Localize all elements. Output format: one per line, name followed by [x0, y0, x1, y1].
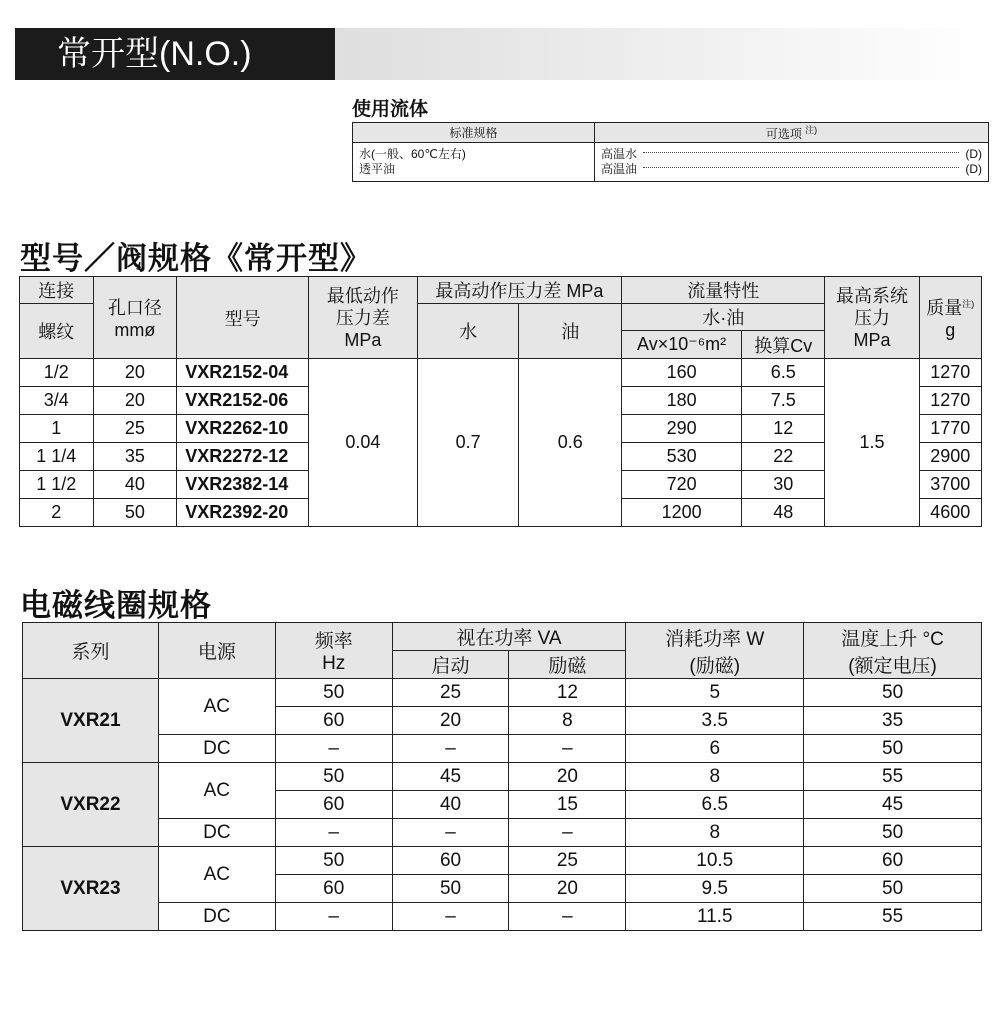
coil-cell-watt: 3.5	[626, 707, 804, 735]
spec-header-min-line2: 压力差	[335, 307, 390, 328]
fluid-section-title: 使用流体	[352, 99, 429, 120]
coil-cell-watt: 6.5	[626, 791, 804, 819]
spec-header-max-pressure: 最高动作压力差 MPa	[417, 277, 621, 304]
coil-header-series: 系列	[23, 623, 159, 679]
spec-cell-port: 2	[20, 499, 94, 527]
spec-header-mass	[919, 277, 981, 359]
fluid-standard-cell	[353, 143, 595, 182]
spec-header-mass-line2: g	[945, 320, 956, 340]
coil-header-consumption	[626, 623, 804, 679]
spec-cell-orifice: 20	[93, 359, 177, 387]
spec-header-system-pressure	[825, 277, 919, 359]
coil-header-inrush: 启动	[392, 651, 509, 679]
spec-header-orifice-line2: mmø	[114, 320, 156, 340]
spec-cell-mass: 3700	[919, 471, 981, 499]
coil-cell-watt: 5	[626, 679, 804, 707]
spec-cell-mass: 4600	[919, 499, 981, 527]
coil-cell-series: VXR22	[23, 763, 159, 847]
coil-header-temperature	[804, 623, 982, 679]
coil-header-freq-line1: 频率	[314, 631, 353, 652]
coil-header-power: 电源	[158, 623, 275, 679]
fluid-option-line	[601, 162, 982, 177]
fluid-table	[352, 122, 989, 182]
coil-header-holding: 励磁	[509, 651, 626, 679]
leader-dots	[643, 152, 959, 153]
coil-table	[22, 622, 982, 931]
spec-header-water: 水	[417, 304, 519, 359]
coil-cell-frequency: 60	[275, 791, 392, 819]
spec-cell-orifice: 25	[93, 415, 177, 443]
coil-cell-frequency: –	[275, 735, 392, 763]
coil-cell-temp: 50	[804, 819, 982, 847]
spec-table	[19, 276, 982, 527]
spec-cell-av: 1200	[622, 499, 742, 527]
coil-cell-watt: 6	[626, 735, 804, 763]
spec-cell-cv: 7.5	[742, 387, 825, 415]
spec-cell-model: VXR2262-10	[177, 415, 309, 443]
spec-cell-max-water: 0.7	[417, 359, 519, 527]
spec-header-mass-label: 质量	[926, 298, 963, 318]
spec-cell-orifice: 35	[93, 443, 177, 471]
spec-cell-max-oil: 0.6	[519, 359, 622, 527]
coil-header-temp-line2: (额定电压)	[848, 655, 937, 677]
spec-cell-min-pressure: 0.04	[308, 359, 417, 527]
spec-cell-model: VXR2272-12	[177, 443, 309, 471]
coil-cell-frequency: 50	[275, 763, 392, 791]
coil-cell-temp: 55	[804, 903, 982, 931]
fluid-option-label: 高温水	[601, 147, 638, 161]
spec-header-orifice-line1: 孔口径	[107, 298, 162, 318]
spec-cell-orifice: 50	[93, 499, 177, 527]
spec-header-port-1: 连接	[20, 277, 94, 304]
spec-cell-model: VXR2152-06	[177, 387, 309, 415]
spec-header-mass-note: 注)	[962, 299, 975, 309]
spec-cell-model: VXR2382-14	[177, 471, 309, 499]
coil-cell-holding: 25	[509, 847, 626, 875]
coil-cell-inrush: –	[392, 735, 509, 763]
coil-header-consume-line2: (励磁)	[689, 655, 741, 677]
spec-cell-model: VXR2152-04	[177, 359, 309, 387]
spec-cell-cv: 48	[742, 499, 825, 527]
coil-header-freq-line2: Hz	[322, 653, 346, 674]
spec-cell-cv: 30	[742, 471, 825, 499]
coil-cell-temp: 50	[804, 679, 982, 707]
fluid-standard-line: 水(一般、60℃左右)	[359, 147, 466, 161]
spec-header-flow: 流量特性	[622, 277, 825, 304]
coil-cell-holding: –	[509, 903, 626, 931]
spec-header-cv: 换算Cv	[742, 331, 825, 359]
spec-cell-model: VXR2392-20	[177, 499, 309, 527]
spec-cell-mass: 1270	[919, 359, 981, 387]
coil-cell-holding: 15	[509, 791, 626, 819]
coil-header-consume-line1: 消耗功率 W	[665, 628, 765, 650]
coil-cell-inrush: 25	[392, 679, 509, 707]
spec-header-port-2: 螺纹	[20, 304, 94, 359]
spec-section-title: 型号／阀规格《常开型》	[20, 241, 372, 276]
spec-cell-av: 530	[622, 443, 742, 471]
coil-cell-inrush: 50	[392, 875, 509, 903]
coil-section-title: 电磁线圈规格	[20, 588, 212, 623]
spec-header-av: Av×10⁻⁶m²	[622, 331, 742, 359]
spec-cell-av: 290	[622, 415, 742, 443]
coil-cell-inrush: –	[392, 819, 509, 847]
coil-cell-inrush: –	[392, 903, 509, 931]
fluid-option-cell	[595, 143, 989, 182]
spec-cell-av: 180	[622, 387, 742, 415]
spec-cell-system-pressure: 1.5	[825, 359, 919, 527]
coil-cell-frequency: 60	[275, 875, 392, 903]
spec-header-sys-line3: MPa	[853, 329, 891, 350]
coil-cell-frequency: –	[275, 819, 392, 847]
spec-cell-port: 1/2	[20, 359, 94, 387]
coil-cell-power: AC	[158, 679, 275, 735]
spec-cell-cv: 22	[742, 443, 825, 471]
spec-header-sys-line1: 最高系统	[835, 285, 908, 306]
coil-cell-holding: 12	[509, 679, 626, 707]
spec-cell-av: 720	[622, 471, 742, 499]
fluid-header-option	[595, 123, 989, 143]
spec-cell-orifice: 20	[93, 387, 177, 415]
coil-cell-power: AC	[158, 847, 275, 903]
coil-cell-power: DC	[158, 735, 275, 763]
spec-cell-mass: 1270	[919, 387, 981, 415]
leader-dots	[643, 167, 959, 168]
coil-cell-watt: 11.5	[626, 903, 804, 931]
coil-cell-holding: 8	[509, 707, 626, 735]
coil-cell-temp: 45	[804, 791, 982, 819]
coil-cell-power: AC	[158, 763, 275, 819]
spec-cell-port: 1 1/4	[20, 443, 94, 471]
spec-cell-orifice: 40	[93, 471, 177, 499]
spec-header-orifice	[93, 277, 177, 359]
fluid-header-standard: 标准规格	[353, 123, 595, 143]
spec-header-flow-sub: 水·油	[622, 304, 825, 331]
coil-cell-holding: –	[509, 735, 626, 763]
coil-header-apparent: 视在功率 VA	[392, 623, 626, 651]
coil-cell-series: VXR23	[23, 847, 159, 931]
coil-cell-frequency: 50	[275, 679, 392, 707]
spec-cell-port: 3/4	[20, 387, 94, 415]
coil-cell-temp: 50	[804, 735, 982, 763]
coil-cell-watt: 10.5	[626, 847, 804, 875]
spec-cell-port: 1	[20, 415, 94, 443]
coil-cell-holding: –	[509, 819, 626, 847]
coil-cell-inrush: 40	[392, 791, 509, 819]
coil-cell-watt: 8	[626, 763, 804, 791]
coil-cell-frequency: –	[275, 903, 392, 931]
coil-cell-temp: 50	[804, 875, 982, 903]
coil-cell-watt: 9.5	[626, 875, 804, 903]
fluid-option-label: 高温油	[601, 162, 638, 176]
fluid-option-line	[601, 147, 982, 162]
fluid-option-code: (D)	[965, 147, 982, 161]
spec-header-oil: 油	[519, 304, 622, 359]
fluid-header-option-note: 注)	[805, 125, 818, 135]
coil-cell-watt: 8	[626, 819, 804, 847]
coil-cell-inrush: 45	[392, 763, 509, 791]
spec-header-min-line1: 最低动作	[326, 285, 399, 306]
fluid-option-code: (D)	[965, 162, 982, 176]
spec-header-min-pressure	[308, 277, 417, 359]
coil-cell-series: VXR21	[23, 679, 159, 763]
page-title: 常开型(N.O.)	[15, 28, 335, 80]
spec-cell-cv: 12	[742, 415, 825, 443]
coil-cell-temp: 60	[804, 847, 982, 875]
coil-cell-power: DC	[158, 819, 275, 847]
spec-cell-av: 160	[622, 359, 742, 387]
coil-header-frequency	[275, 623, 392, 679]
spec-header-model: 型号	[177, 277, 309, 359]
fluid-standard-line: 透平油	[359, 162, 396, 176]
coil-cell-power: DC	[158, 903, 275, 931]
coil-cell-inrush: 20	[392, 707, 509, 735]
spec-cell-cv: 6.5	[742, 359, 825, 387]
spec-cell-mass: 1770	[919, 415, 981, 443]
spec-header-mass-line1	[920, 294, 981, 320]
coil-cell-frequency: 60	[275, 707, 392, 735]
coil-cell-frequency: 50	[275, 847, 392, 875]
coil-header-temp-line1: 温度上升 °C	[841, 628, 944, 650]
spec-header-min-line3: MPa	[344, 329, 382, 350]
fluid-header-option-label: 可选项	[765, 127, 802, 141]
spec-cell-mass: 2900	[919, 443, 981, 471]
coil-cell-temp: 35	[804, 707, 982, 735]
coil-cell-temp: 55	[804, 763, 982, 791]
spec-header-sys-line2: 压力	[853, 307, 890, 328]
spec-cell-port: 1 1/2	[20, 471, 94, 499]
coil-cell-holding: 20	[509, 763, 626, 791]
coil-cell-holding: 20	[509, 875, 626, 903]
coil-cell-inrush: 60	[392, 847, 509, 875]
